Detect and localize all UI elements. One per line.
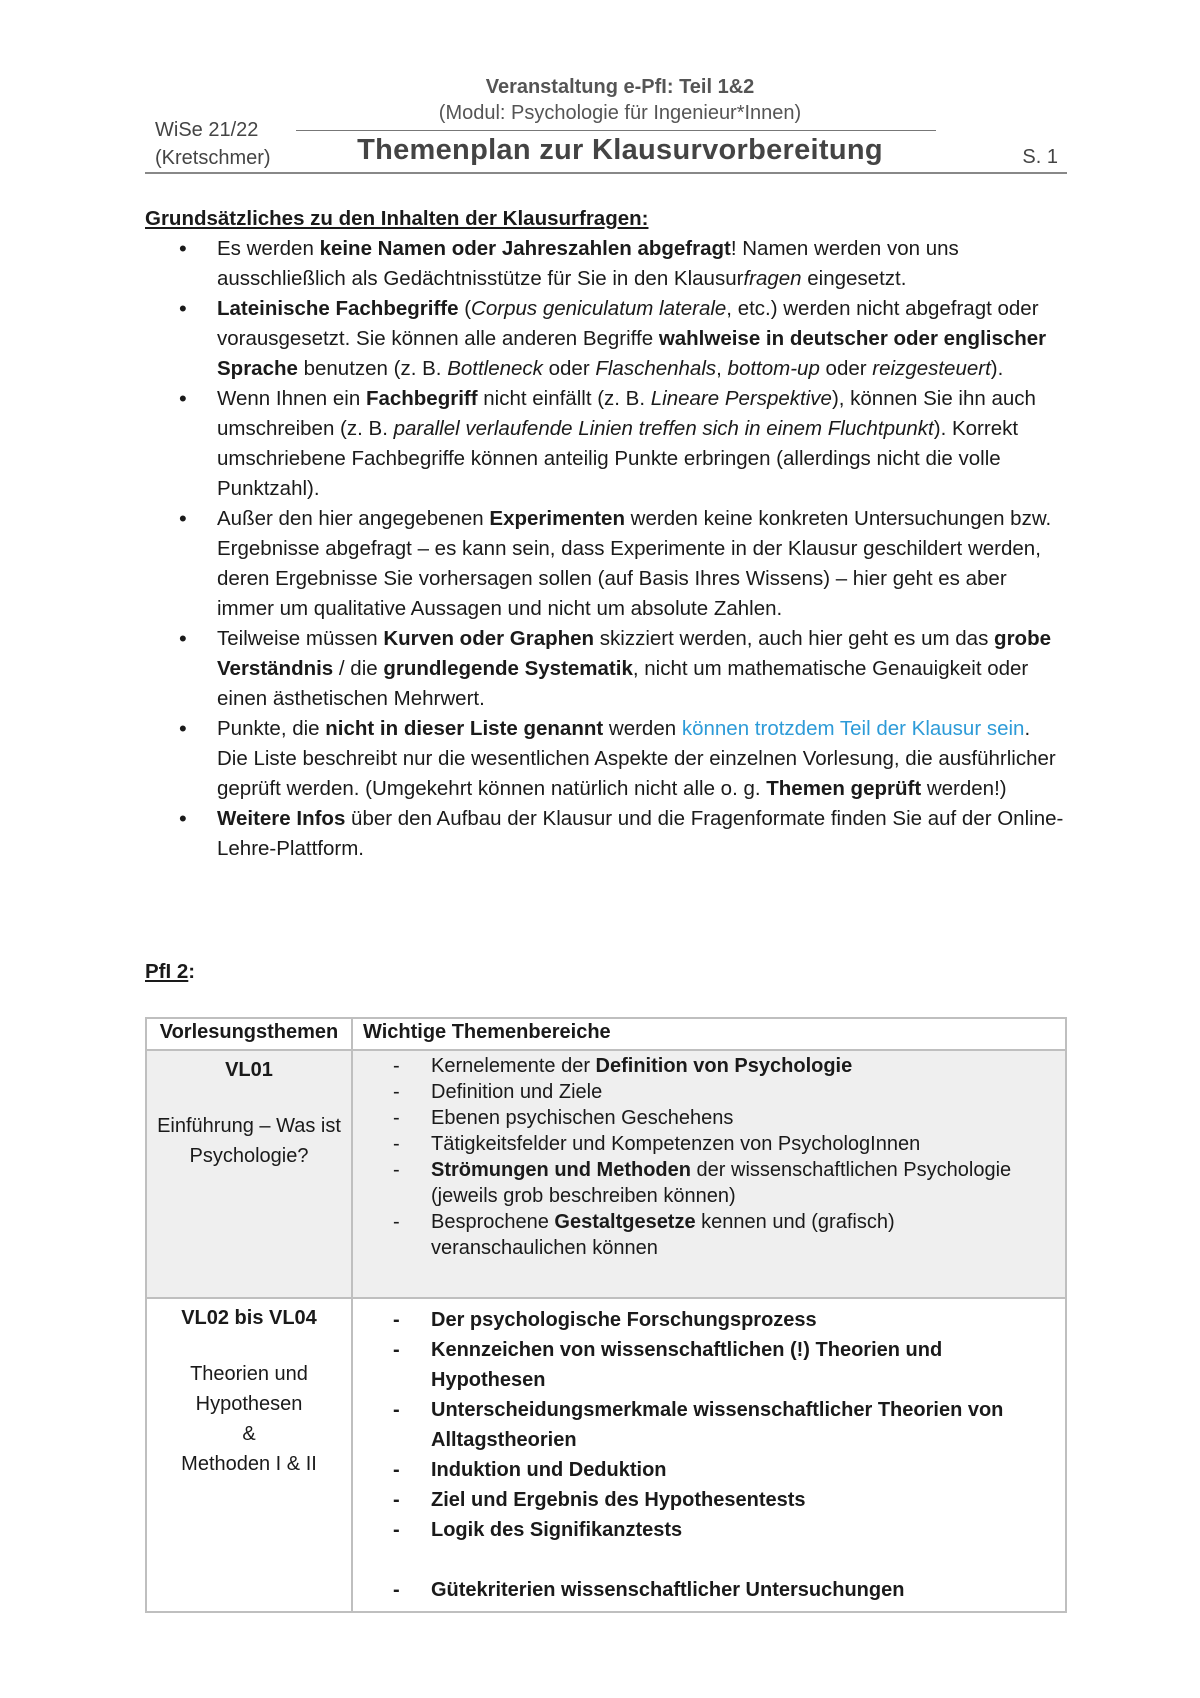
list-item: - Unterscheidungsmerkmale wissenschaftlicher Theorien von Alltagstheorien [393,1395,1055,1455]
lecture-code: VL02 bis VL04 [181,1307,317,1329]
header-rule [145,172,1067,174]
list-item: - Kennzeichen von wissenschaftlichen (!) Theorien und Hypothesen [393,1335,1055,1395]
lecture-code: VL01 [225,1059,273,1081]
list-item: - Ebenen psychischen Geschehens [393,1105,1055,1131]
list-item: - Tätigkeitsfelder und Kompetenzen von PsychologInnen [393,1131,1055,1157]
topics-cell [352,1050,1066,1298]
list-item: - Kernelemente der Definition von Psychologie [393,1053,1055,1079]
list-item: - Induktion und Deduktion [393,1455,1055,1485]
page-title: Themenplan zur Klausurvorbereitung [357,134,883,166]
module-name: (Modul: Psychologie für Ingenieur*Innen) [438,102,802,124]
list-item: - Besprochene Gestaltgesetze kennen und (grafisch) veranschaulichen können [393,1209,1055,1261]
table-header-row [146,1018,1066,1050]
topic-list [393,1053,1055,1261]
semester: WiSe 21/22 [155,119,259,141]
intro-item-names: • Es werden keine Namen oder Jahreszahlen abgefragt! Namen werden von uns ausschließlich als Gedächtnisstütze für Sie in den Klausurfragen eingesetzt. [217,234,1065,294]
topics-cell [352,1298,1066,1612]
header-left [155,116,271,172]
lecture-topic: Theorien und Hypothesen [190,1363,308,1415]
lecture-topic: Methoden I & II [181,1453,317,1475]
lecture-topic: Einführung – Was ist Psychologie? [157,1115,341,1167]
col-header-topics: Wichtige Themenbereiche [352,1018,1066,1050]
intro-section [145,204,1065,864]
intro-heading: Grundsätzliches zu den Inhalten der Klausurfragen: [145,207,649,230]
lecture-cell [146,1298,352,1612]
topic-list [393,1305,1055,1605]
lecture-topic-amp: & [242,1423,256,1445]
list-item: - Der psychologische Forschungsprozess [393,1305,1055,1335]
col-header-lectures: Vorlesungsthemen [146,1018,352,1050]
header-center [300,74,940,126]
list-item: - Ziel und Ergebnis des Hypothesentests [393,1485,1055,1515]
lecturer: (Kretschmer) [155,147,271,169]
intro-item-scope: • Punkte, die nicht in dieser Liste genannt werden können trotzdem Teil der Klausur sein. Die Liste beschreibt nur die wesentlichen Aspekte der einzelnen Vorlesung, die ausführlicher geprüft werden. (Umgekehrt können natürlich nicht alle o. g. Themen geprüft werden!) [217,714,1065,804]
intro-item-latin: • Lateinische Fachbegriffe (Corpus geniculatum laterale, etc.) werden nicht abgefragt oder vorausgesetzt. Sie können alle anderen Begriffe wahlweise in deutscher oder englischer Sprache benutzen (z. B. Bottleneck oder Flaschenhals, bottom-up oder reizgesteuert). [217,294,1065,384]
intro-item-info: • Weitere Infos über den Aufbau der Klausur und die Fragenformate finden Sie auf der Online-Lehre-Plattform. [217,804,1065,864]
list-item: - Gütekriterien wissenschaftlicher Untersuchungen [393,1575,1055,1605]
list-item: - Logik des Signifikanztests [393,1515,1055,1545]
course-name: Veranstaltung e-PfI: Teil 1&2 [485,76,755,98]
intro-item-terms: • Wenn Ihnen ein Fachbegriff nicht einfällt (z. B. Lineare Perspektive), können Sie ihn auch umschreiben (z. B. parallel verlaufende Linien treffen sich in einem Fluchtpunkt). Korrekt umschriebene Fachbegriffe können anteilig Punkte erbringen (allerdings nicht die volle Punktzahl). [217,384,1065,504]
list-item: - Definition und Ziele [393,1079,1055,1105]
intro-item-experiments: • Außer den hier angegebenen Experimenten werden keine konkreten Untersuchungen bzw. Ergebnisse abgefragt – es kann sein, dass Experimente in der Klausur geschildert werden, deren Ergebnisse Sie vorhersagen sollen (auf Basis Ihres Wissens) – hier geht es aber immer um qualitative Aussagen und nicht um absolute Zahlen. [217,504,1065,624]
header-divider [296,130,936,131]
page-number: S. 1 [1022,146,1058,168]
highlighted-text: können trotzdem Teil der Klausur sein [681,717,1025,740]
list-item: - Strömungen und Methoden der wissenschaftlichen Psychologie (jeweils grob beschreiben können) [393,1157,1055,1209]
table-row [146,1298,1066,1612]
topics-table [145,1017,1067,1613]
intro-item-graphs: • Teilweise müssen Kurven oder Graphen skizziert werden, auch hier geht es um das grobe Verständnis / die grundlegende Systematik, nicht um mathematische Genauigkeit oder einen ästhetischen Mehrwert. [217,624,1065,714]
table-row [146,1050,1066,1298]
section-title: PfI 2: [145,960,196,983]
intro-list [145,234,1065,864]
lecture-cell [146,1050,352,1298]
